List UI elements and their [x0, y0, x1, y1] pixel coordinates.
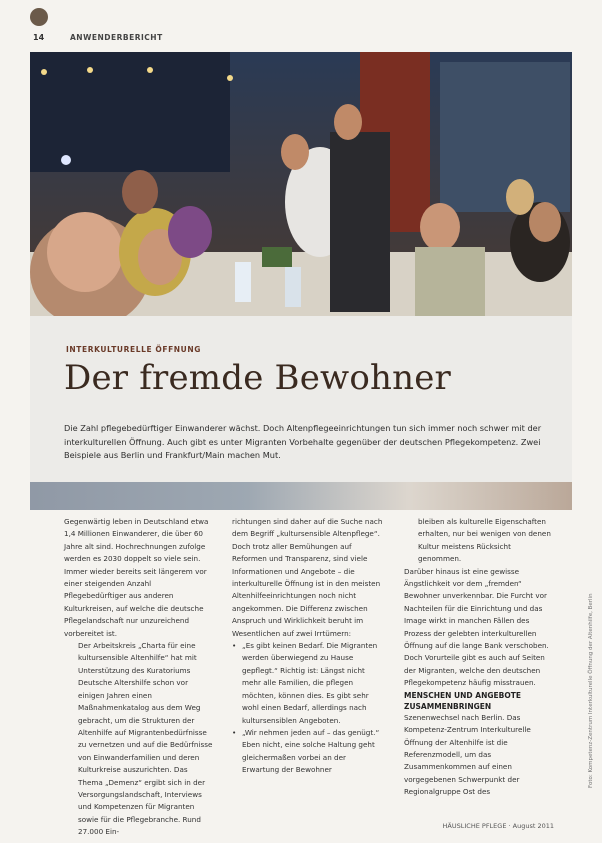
decorative-photo-strip [30, 482, 572, 510]
dinner-scene-illustration [30, 52, 572, 316]
paragraph: Der Arbeitskreis „Charta für eine kultursensible Altenhilfe“ hat mit Unterstützung des Kuratoriums Deutsche Altershilfe schon vor einigen Jahren einen Maßnahmenkatalog aus dem Weg gebracht, um die Strukturen der Altenhilfe auf Migrantenbedürfnisse zu vernetzen und auf die Bedürfnisse von Einwanderfamilien und deren Kulturkreise auszurichten. Das Thema „Demenz“ ergibt sich in der Versorgungslandschaft, Interviews und Kompetenzen für Migranten sowie für die Pflegebranche. Rund 27.000 Ein- [78, 641, 213, 837]
bullet-item: • „Es gibt keinen Bedarf. Die Migranten werden überwiegend zu Hause gepflegt.“ Richtig ist: Längst nicht mehr alle Familien, die pflegen möchten, können dies. Es gibt sehr wohl einen Bedarf, allerdings nach kultursensiblen Angeboten. [232, 640, 384, 727]
bullet-item: • „Wir nehmen jeden auf – das genügt.“ Eben nicht, eine solche Haltung geht gleichermaßen vorbei an der Erwartung der Bewohner [232, 727, 384, 777]
paragraph: bleiben als kulturelle Eigenschaften erhalten, nur bei wenigen von denen Kultur meistens Rücksicht genommen. [418, 517, 551, 564]
page-number: 14 [33, 33, 45, 42]
subheading: MENSCHEN UND ANGEBOTE ZUSAMMENBRINGEN [404, 690, 521, 711]
paragraph: richtungen sind daher auf die Suche nach dem Begriff „kultursensible Altenpflege“. Doch trotz aller Bemühungen auf Reformen und Transparenz, sind viele Informationen und Angebote – die interkulturelle Öffnung ist in den meisten Altenhilfeeinrichtungen noch nicht angekommen. Die Differenz zwischen Anspruch und Wirklichkeit beruht im Wesentlichen auf zwei Irrtümern: [232, 517, 383, 638]
text-column-1 [64, 516, 214, 839]
text-column-3 [404, 516, 556, 799]
photo-credit: Foto: Kompetenz-Zentrum Interkulturelle Öffnung der Altenhilfe, Berlin [588, 593, 594, 788]
text-column-2 [232, 516, 384, 777]
article-overline: INTERKULTURELLE ÖFFNUNG [66, 345, 202, 354]
paragraph: Darüber hinaus ist eine gewisse Ängstlichkeit vor dem „fremden“ Bewohner unverkennbar. Die Furcht vor Nachteilen für die Einrichtung und das Image wirkt in manchen Fällen des Prozess der gelebten interkulturellen Öffnung auf die lange Bank verschoben. Doch Vorurteile gibt es auch auf Seiten der Migranten, welche den deutschen Pflegekompetenz häufig misstrauen. [404, 566, 549, 688]
paragraph: Gegenwärtig leben in Deutschland etwa 1,4 Millionen Einwanderer, die über 60 Jahre alt sind. Hochrechnungen zufolge werden es 2030 doppelt so viele sein. Immer wieder bereits seit längerem vor einer steigenden Anzahl Pflegebedürftiger aus anderen Kulturkreisen, auf welche die deutsche Pflegelandschaft nur unzureichend vorbereitet ist. [64, 517, 209, 638]
article-title: Der fremde Bewohner [64, 358, 451, 398]
article-photo [30, 52, 572, 316]
article-lead: Die Zahl pflegebedürftiger Einwanderer wächst. Doch Altenpflegeeinrichtungen tun sich immer noch schwer mit der interkulturellen Öffnung. Auch gibt es unter Migranten Vorbehalte gegenüber der deutschen Pflegekompetenz. Zwei Beispiele aus Berlin und Frankfurt/Main machen Mut. [64, 423, 542, 460]
section-label: ANWENDERBERICHT [70, 33, 163, 42]
page-header [30, 8, 570, 42]
paragraph: Szenenwechsel nach Berlin. Das Kompetenz-Zentrum Interkulturelle Öffnung der Altenhilfe ist die Referenzmodell, um das Zusammenkommen auf einen vorgegebenen Schwerpunkt der Regionalgruppe Ost des [404, 712, 531, 797]
header-dot [30, 8, 48, 26]
page-footer: HÄUSLICHE PFLEGE · August 2011 [442, 822, 554, 830]
